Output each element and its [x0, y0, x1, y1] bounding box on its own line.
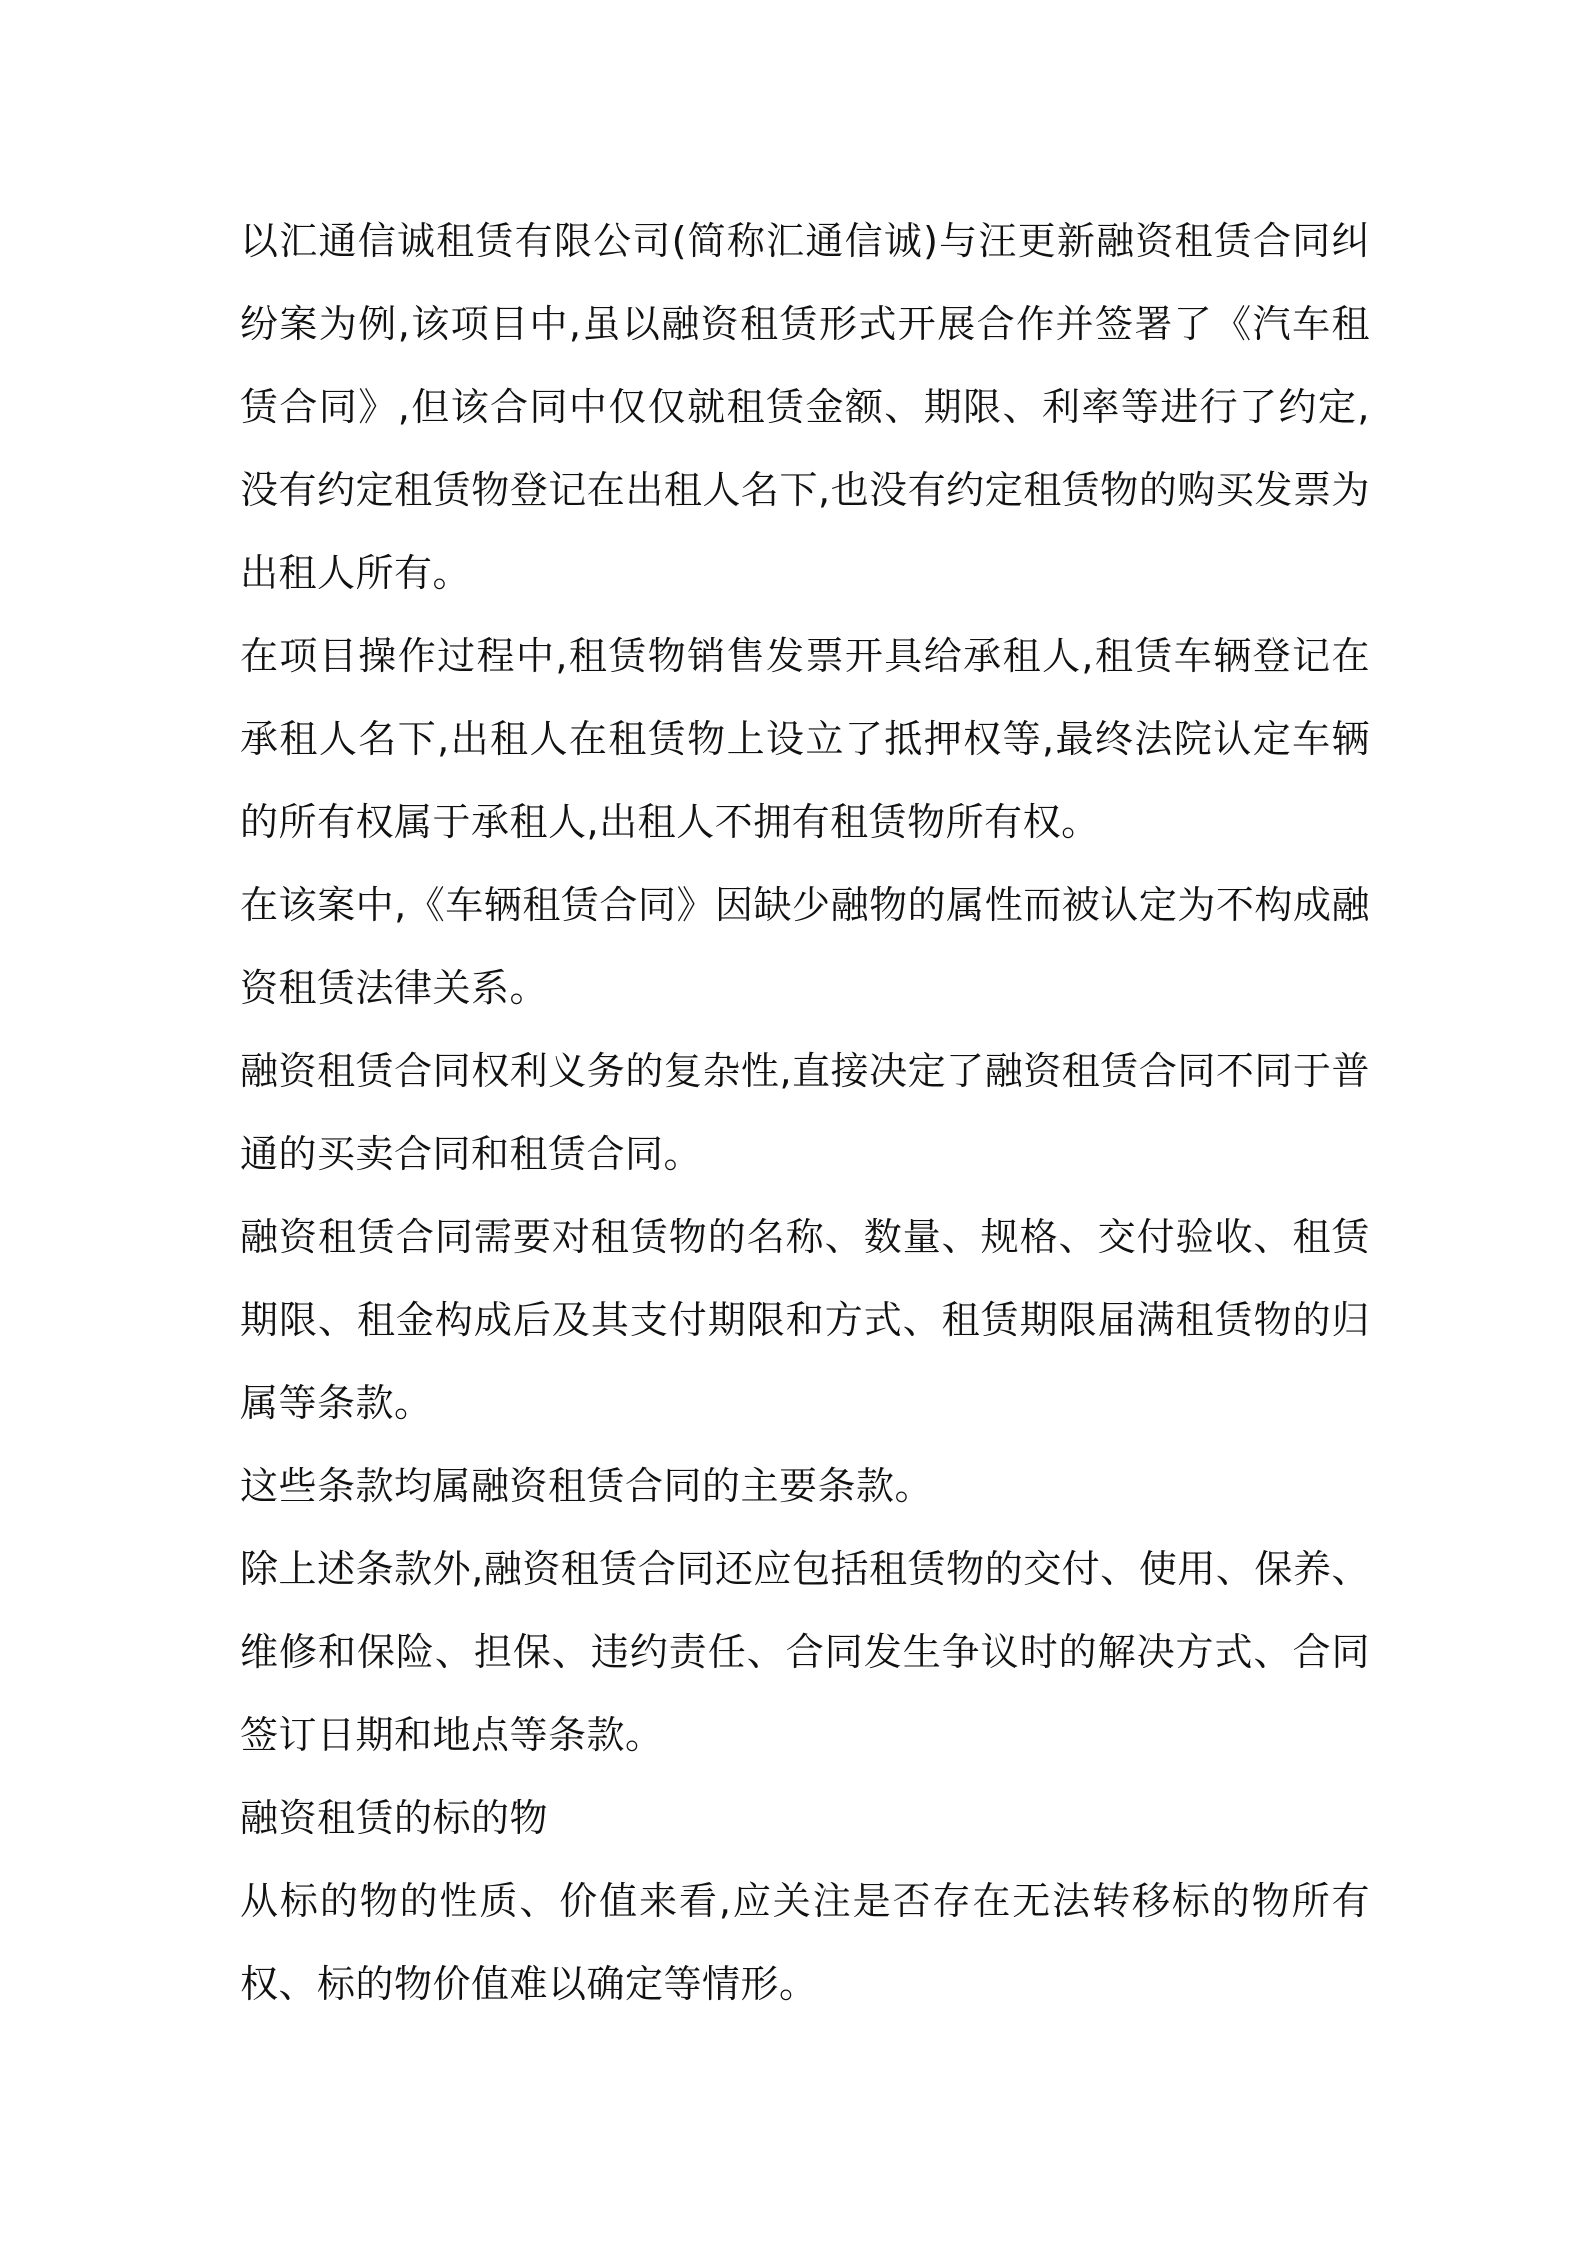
section-heading-subject-matter: 融资租赁的标的物 [240, 1796, 549, 1840]
paragraph-case-intro: 以汇通信诚租赁有限公司(简称汇通信诚)与汪更新融资租赁合同纠纷案为例,该项目中,虽以融资租赁形式开展合作并签署了《汽车租赁合同》,但该合同中仅仅就租赁金额、期限、利率等进行了约定,没有约定租赁物登记在出租人名下,也没有约定租赁物的购买发票为出租人所有。 [240, 219, 1370, 595]
paragraph-case-ruling: 在该案中,《车辆租赁合同》因缺少融物的属性而被认定为不构成融资租赁法律关系。 [240, 883, 1370, 1010]
paragraph-subject-matter: 从标的物的性质、价值来看,应关注是否存在无法转移标的物所有权、标的物价值难以确定等情形。 [240, 1879, 1370, 2006]
paragraph-contract-terms: 融资租赁合同需要对租赁物的名称、数量、规格、交付验收、租赁期限、租金构成后及其支付期限和方式、租赁期限届满租赁物的归属等条款。 [240, 1215, 1370, 1425]
paragraph-other-terms: 除上述条款外,融资租赁合同还应包括租赁物的交付、使用、保养、维修和保险、担保、违约责任、合同发生争议时的解决方式、合同签订日期和地点等条款。 [240, 1547, 1370, 1757]
paragraph-project-operation: 在项目操作过程中,租赁物销售发票开具给承租人,租赁车辆登记在承租人名下,出租人在租赁物上设立了抵押权等,最终法院认定车辆的所有权属于承租人,出租人不拥有租赁物所有权。 [240, 634, 1370, 844]
paragraph-main-terms: 这些条款均属融资租赁合同的主要条款。 [240, 1464, 934, 1508]
document-body [240, 200, 1370, 2026]
paragraph-contract-complexity: 融资租赁合同权利义务的复杂性,直接决定了融资租赁合同不同于普通的买卖合同和租赁合同。 [240, 1049, 1370, 1176]
